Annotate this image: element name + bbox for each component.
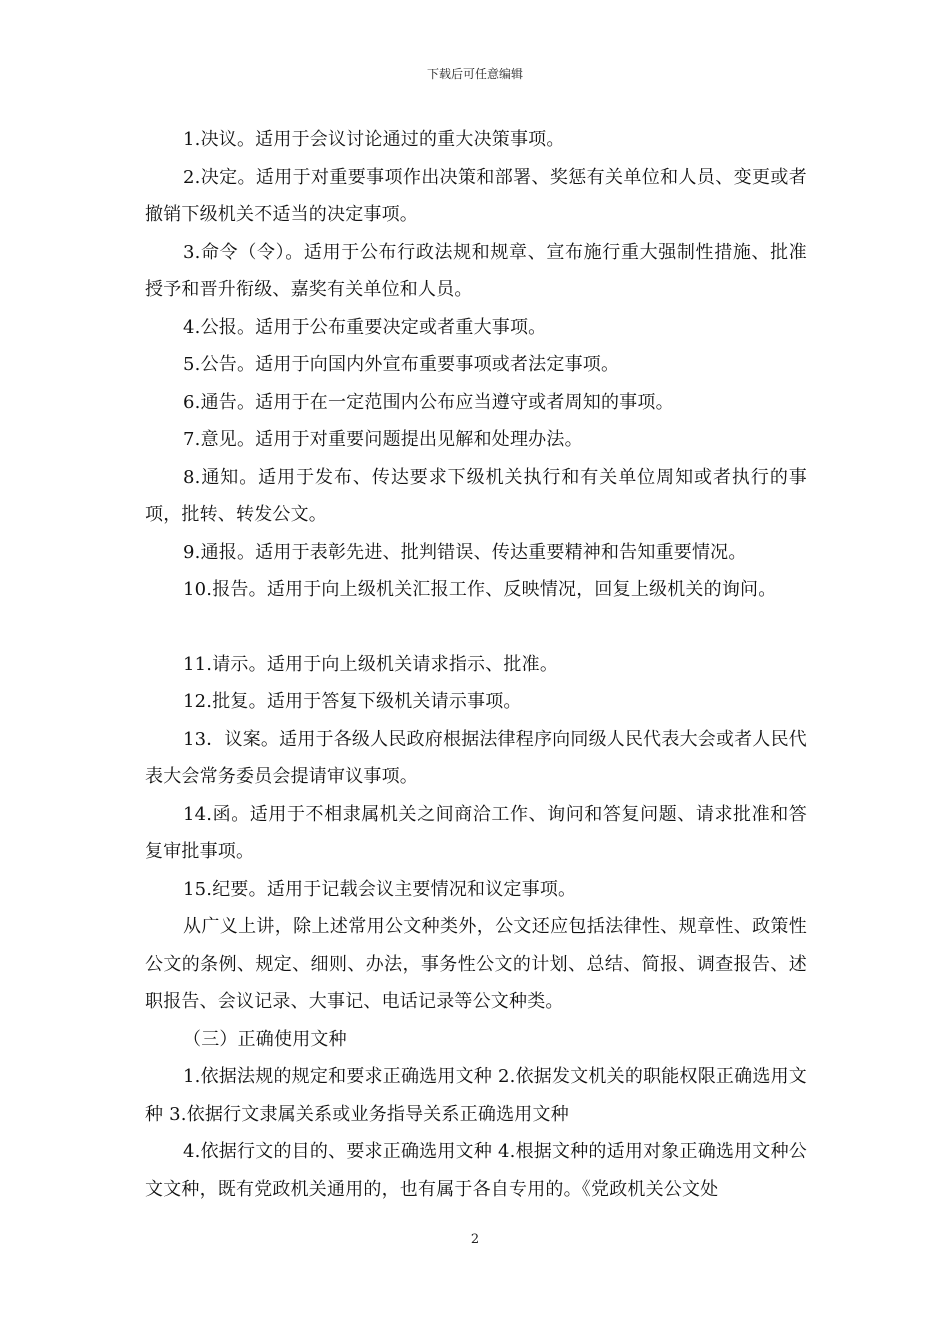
paragraph-8-notice: 8.通知。适用于发布、传达要求下级机关执行和有关单位周知或者执行的事项，批转、转发公文。 [145, 466, 807, 525]
section-heading-correct-use: （三）正确使用文种 [183, 1028, 347, 1050]
page-header-note: 下载后可任意编辑 [426, 67, 523, 81]
paragraph-14-letter: 14.函。适用于不相隶属机关之间商洽工作、询问和答复问题、请求批准和答复审批事项。 [145, 803, 807, 862]
document-body [145, 121, 807, 1208]
paragraph-13-motion: 13．议案。适用于各级人民政府根据法律程序向同级人民代表大会或者人民代表大会常务委员会提请审议事项。 [145, 728, 807, 787]
paragraph-broad-sense: 从广义上讲，除上述常用公文种类外，公文还应包括法律性、规章性、政策性公文的条例、规定、细则、办法，事务性公文的计划、总结、简报、调查报告、述职报告、会议记录、大事记、电话记录等公文种类。 [145, 916, 807, 1012]
paragraph-selection-rules-2: 4.依据行文的目的、要求正确选用文种 4.根据文种的适用对象正确选用文种公文文种，既有党政机关通用的，也有属于各自专用的。《党政机关公文处 [145, 1141, 807, 1200]
paragraph-11-request: 11.请示。适用于向上级机关请求指示、批准。 [183, 653, 559, 675]
paragraph-5-announcement: 5.公告。适用于向国内外宣布重要事项或者法定事项。 [183, 354, 620, 375]
paragraph-3-order: 3.命令（令）。适用于公布行政法规和规章、宣布施行重大强制性措施、批准授予和晋升衔级、嘉奖有关单位和人员。 [145, 241, 807, 300]
paragraph-2-decision: 2.决定。适用于对重要事项作出决策和部署、奖惩有关单位和人员、变更或者撤销下级机关不适当的决定事项。 [145, 166, 807, 225]
paragraph-6-circular: 6.通告。适用于在一定范围内公布应当遵守或者周知的事项。 [183, 391, 674, 413]
paragraph-7-opinion: 7.意见。适用于对重要问题提出见解和处理办法。 [183, 429, 583, 450]
paragraph-1-resolution: 1.决议。适用于会议讨论通过的重大决策事项。 [183, 129, 565, 150]
paragraph-9-bulletin: 9.通报。适用于表彰先进、批判错误、传达重要精神和告知重要情况。 [183, 541, 747, 563]
blank-line [145, 609, 807, 646]
paragraph-selection-rules-1: 1.依据法规的规定和要求正确选用文种 2.依据发文机关的职能权限正确选用文种 3.依据行文隶属关系或业务指导关系正确选用文种 [145, 1066, 807, 1125]
page-number: 2 [470, 1232, 480, 1247]
paragraph-4-communique: 4.公报。适用于公布重要决定或者重大事项。 [183, 316, 547, 338]
paragraph-15-minutes: 15.纪要。适用于记载会议主要情况和议定事项。 [183, 878, 577, 900]
paragraph-10-report: 10.报告。适用于向上级机关汇报工作、反映情况，回复上级机关的询问。 [183, 579, 777, 600]
paragraph-12-reply: 12.批复。适用于答复下级机关请示事项。 [183, 691, 522, 712]
